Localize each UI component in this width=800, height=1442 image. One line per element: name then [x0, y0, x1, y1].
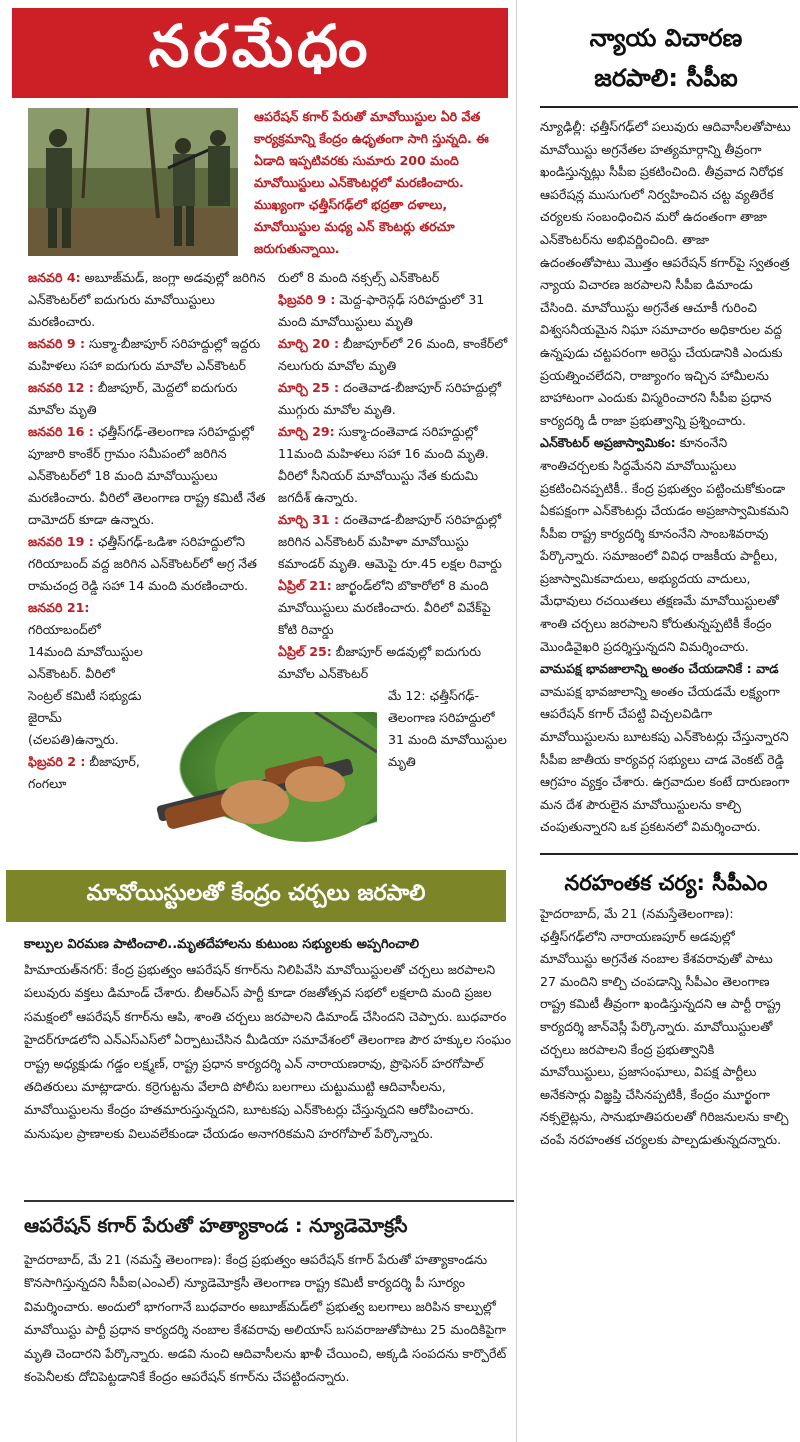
timeline-entry: రులో 8 మంది నక్సల్స్ ఎన్‌కౌంటర్: [278, 270, 440, 285]
timeline-entry: జనవరి 12 : బీజాపూర్‌, మెద్దలో ఐదుగురు మావోల మృతి: [28, 380, 238, 417]
timeline-entry: ఫిబ్రవరి 9 : మెద్ద-ఫారెస్గఢ్ సరిహద్దులో 31 మంది మావోయిస్టులు మృతి: [278, 292, 485, 329]
soldiers-photo: [28, 108, 238, 256]
cpm-headline: నరహంతక చర్య: సీపీఎం: [564, 871, 768, 895]
cpi-paragraph: వామపక్ష భావజాలాన్ని అంతం చేయడమే లక్ష్యంగా ఆపరేషన్ కగార్ చేపట్టి విచ్చలవిడిగా మావోయిస్టులను బూటకపు ఎన్‌కౌంటర్లు చేస్తున్నారని సీపీఐ జాతీయ కార్యవర్గ సభ్యులు చాడ వెంకట్ రెడ్డి ఆగ్రహం వ్యక్తం చేశారు. ఉగ్రవాదుల కంటే దారుణంగా మన దేశ పౌరులైన మావోయిస్టులను కాల్చి చంపుతున్నారని ఒక ప్రకటనలో విమర్శించారు.: [540, 683, 790, 835]
timeline-entry: మార్చి 20 : బీజాపూర్‌లో 26 మంది, కాంకేర్‌లో నలుగురు మావోల మృతి: [278, 336, 508, 373]
timeline-entry: జనవరి 21: గరియాబంద్‌లో 14మంది మావోయిస్టుల ఎన్‌కౌంటర్. వీరిలో సెంట్రల్ కమిటీ సభ్యుడు జైరామ్ (చలపతి)ఉన్నారు.: [28, 600, 143, 747]
newdemocracy-story-body: హైదరాబాద్, మే 21 (నమస్తే తెలంగాణ): కేంద్ర ప్రభుత్వం ఆపరేషన్ కగార్ పేరుతో హత్యాకాండను కొనసాగిస్తున్నదని సీపీఐ(ఎంఎల్) న్యూడెమోక్రసీ తెలంగాణ రాష్ట్ర కమిటీ కార్యదర్శి పీ సూర్యం విమర్శించారు. అందులో భాగంగానే బుధవారం అబూజ్‌మడ్‌లో ప్రభుత్వ బలగాలు జరిపిన కాల్పుల్లో మావోయిస్టు పార్టీ ప్రధాన కార్యదర్శి నంబాల కేశవరావు అలియాస్ బసవరాజుతోపాటు 25 మందికిపైగా మృతి చెందారని పేర్కొన్నారు. అడవి నుంచి ఆదివాసీలను ఖాళీ చేయించి, అక్కడి సంపదను కార్పొరేట్ కంపెనీలకు దోచిపెట్టడానికే కేంద్రం ఆపరేషన్ కగార్‌ను చేపట్టిందన్నారు.: [24, 1252, 507, 1385]
timeline-entry: ఏప్రిల్ 21: జార్ఖండ్‌లోని బొకారోలో 8 మంది మావోయిస్టులు మరణించారు. వీరిలో వివేక్‌పై కోటి రివార్డు: [278, 578, 491, 637]
main-story-banner: నరమేధం: [12, 8, 508, 98]
timeline-entry: జనవరి 16 : ఛత్తీస్‌గఢ్-తెలంగాణ సరిహద్దుల్లో పూజారి కాంకేర్ గ్రామం సమీపంలో జరిగిన ఎన్‌కౌంటర్‌లో 18 మంది మావోయిస్టులు మరణించారు. వీరిలో తెలంగాణ రాష్ట్ర కమిటీ నేత దామోదర్ కూడా ఉన్నారు.: [28, 424, 266, 527]
newdemocracy-headline: ఆపరేషన్ కగార్ పేరుతో హత్యాకాండ : న్యూడెమోక్రసీ: [24, 1215, 408, 1237]
timeline-entry: జనవరి 19 : ఛత్తీస్‌గఢ్-ఒడిశా సరిహద్దులోని గరియాబంద్ వద్ద జరిగిన ఎన్‌కౌంటర్‌లో అగ్ర నేత రామచంద్ర రెడ్డి సహా 14 మంది మరణించారు.: [28, 534, 257, 593]
timeline-entry: జనవరి 4: అబూజ్‌మడ్‌, జంగ్లా అడవుల్లో జరిగిన ఎన్‌కౌంటర్‌లో ఐదుగురు మావోయిస్టులు మరణించారు.: [28, 270, 266, 329]
headline-rule: [540, 106, 798, 108]
cpm-paragraph: హైదరాబాద్, మే 21 (నమస్తేతెలంగాణ): ఛత్తీస్‌గఢ్‌లోని నారాయణపూర్ అడవుల్లో మావోయిస్టు అగ్రనేత నంబాల కేశవరావుతో పాటు 27 మందిని కాల్చి చంపడాన్ని సీపీఎం తెలంగాణ రాష్ట్ర కమిటీ తీవ్రంగా ఖండిస్తున్నదని ఆ పార్టీ రాష్ట్ర కార్యదర్శి జాన్‌వెస్లీ పేర్కొన్నారు. మావోయిస్టులతో చర్చలు జరపాలని కేంద్ర ప్రభుత్వానికి మావోయిస్టులు, ప్రజాసంఘాలు, విపక్ష పార్టీలు అనేకసార్లు విజ్ఞప్తి చేసినప్పటికీ, కేంద్రం మూర్ఖంగా నక్సలైట్లను, సానుభూతిపరులతో గిరిజనులను కాల్చి చంపే నరహంతక చర్యలకు పాల్పడుతున్నదన్నారు.: [540, 906, 789, 1147]
timeline-entry: మార్చి 25 : దంతెవాడ-బీజాపూర్ సరిహద్దుల్లో ముగ్గురు మావోల మృతి.: [278, 380, 502, 417]
timeline-column-b: [278, 267, 508, 773]
timeline-entry: జనవరి 9 : సుక్మా-బీజాపూర్ సరిహద్దుల్లో ఇద్దరు మహిళలు సహా ఐదుగురు మావోల ఎన్‌కౌంటర్: [28, 336, 261, 373]
cpi-subhead: ఎన్‌కౌంటర్ అప్రజాస్వామికం:: [540, 435, 676, 451]
cpm-story-body: [532, 903, 792, 1152]
cpi-subhead: వామపక్ష భావజాలాన్ని అంతం చేయడానికే : వాడ: [540, 661, 779, 677]
right-column: [532, 0, 800, 1152]
talks-story-body: హిమాయత్‌నగర్: కేంద్ర ప్రభుత్వం ఆపరేషన్ కగార్‌ను నిలిపివేసి మావోయిస్టులతో చర్చలు జరపాలని పలువురు వక్తలు డిమాండ్ చేశారు. బీఆర్‌ఎస్ పార్టీ కూడా రజతోత్సవ సభలో లక్షలాది మంది ప్రజల సమక్షంలో ఆపరేషన్ కగార్‌ను ఆపి, శాంతి చర్చలు జరపాలని డిమాండ్ చేసిందని చెప్పారు. బుధవారం హైదర్‌గూడలోని ఎన్‌ఎస్‌ఎస్‌లో ఏర్పాటుచేసిన మీడియా సమావేశంలో తెలంగాణ పౌర హక్కుల సంఘం రాష్ట్ర అధ్యక్షుడు గడ్డం లక్ష్మణ్, రాష్ట్ర ప్రధాన కార్యదర్శి ఎన్ నారాయణరావు, ప్రొఫెసర్ హరగోపాల్ తదితరులు మాట్లాడారు. కర్రెగుట్టను వేలాది పోలీసు బలగాలు చుట్టుముట్టి ఆదివాసీలను, మావోయిస్టులను కేంద్రం హతమారుస్తున్నదని, బూటకపు ఎన్‌కౌంటర్లు చేస్తున్నదని ఆరోపించారు. మనుషుల ప్రాణాలకు విలువలేకుండా చేయడం అనాగరికమని హరగోపాల్ పేర్కొన్నారు.: [24, 962, 512, 1141]
talks-banner: మావోయిస్టులతో కేంద్రం చర్చలు జరపాలి: [6, 870, 506, 922]
cpi-headline-line1: న్యాయ విచారణ: [589, 24, 743, 52]
section-rule: [540, 853, 798, 855]
main-story: [0, 0, 516, 855]
rifle-photo: [145, 712, 377, 850]
column-divider: [516, 0, 517, 1442]
timeline-entry: ఏప్రిల్ 25: బీజాపూర్ అడవుల్లో ఐదుగురు మావోల ఎన్‌కౌంటర్: [278, 644, 482, 681]
timeline-entry: మార్చి 31 : దంతెవాడ-బీజాపూర్ సరిహద్దుల్లో జరిగిన ఎన్‌కౌంటర్ మహిళా మావోయిస్టు కమాండర్ మృతి. ఆమెపై రూ.45 లక్షల రివార్డు: [278, 512, 502, 571]
section-rule: [24, 1200, 514, 1202]
main-story-intro: ఆపరేషన్ కగార్ పేరుతో మావోయిస్టుల ఏరి వేత కార్యక్రమాన్ని కేంద్రం ఉధృతంగా సాగి స్తున్నది. ఈ ఏడాది ఇప్పటివరకు సుమారు 200 మంది మావోయిస్టులు ఎన్‌కౌంటర్లలో మరణించారు. ముఖ్యంగా ఛత్తీస్‌గఢ్‌లో భద్రతా దళాలు, మావోయిస్టుల మధ్య ఎన్ కౌంటర్లు తరచూ జరుగుతున్నాయి.: [254, 109, 489, 256]
timeline-entry: ఫిబ్రవరి 2 : బీజాపూర్‌, గంగలూ: [28, 754, 140, 791]
timeline-entry: మార్చి 29: సుక్మా-దంతెవాడ సరిహద్దుల్లో 11మంది మహిళలు సహా 16 మంది మృతి. వీరిలో సీనియర్ మావోయిస్టు నేత కుదుమి జగదీశ్ ఉన్నారు.: [278, 424, 489, 505]
cpi-story-body: [532, 116, 792, 839]
cpi-paragraph: న్యూఢిల్లీ: ఛత్తీస్‌గఢ్‌లో పలువురు ఆదివాసీలతోపాటు మావోయిస్టు అగ్రనేతల హత్యమార్గాన్ని తీవ్రంగా ఖండిస్తున్నట్లు సీపీఐ ప్రకటించింది. తీవ్రవాద నిరోధక ఆపరేషన్ల ముసుగులో నిర్వహించిన చట్ట వ్యతిరేక చర్యలకు సంబంధించిన మరో ఉదంతంగా తాజా ఎన్‌కౌంటర్‌ను అభివర్ణించింది. తాజా ఉదంతంతోపాటు మొత్తం ఆపరేషన్ కగార్‌పై స్వతంత్ర న్యాయ విచారణ జరపాలని సీపీఐ డిమాండు చేసింది. మావోయిస్టు అగ్రనేత ఆచూకీ గురించి విశ్వసనీయమైన నిఘా సమాచారం అధికారుల వద్ద ఉన్నపుడు చట్టపరంగా అరెస్టు చేయడానికి ఎందుకు ప్రయత్నించలేదని, రాజ్యాంగం ఇచ్చిన హామీలను బాహాటంగా ఎందుకు విస్మరించారని సీపీఐ ప్రధాన కార్యదర్శి డీ రాజా ప్రభుత్వాన్ని ప్రశ్నించారు.: [540, 119, 791, 428]
timeline-entry: మే 12: ఛత్తీస్‌గఢ్-తెలంగాణ సరిహద్దులో 31 మంది మావోయిస్టుల మృతి: [388, 688, 507, 769]
cpi-headline-line2: జరపాలి: సీపీఐ: [594, 64, 738, 92]
cpi-paragraph: ఎన్‌కౌంటర్ అప్రజాస్వామికం: కూనంనేని శాంతిచర్చలకు సిద్ధమేనని మావోయిస్టులు ప్రకటించినప్పటికీ.. కేంద్ర ప్రభుత్వం పట్టించుకోకుండా ఏకపక్షంగా ఎన్‌కౌంటర్లు చేయడం అప్రజాస్వామికమని సీపీఐ రాష్ట్ర కార్యదర్శి కూనంనేని సాంబశివరావు పేర్కొన్నారు. సమాజంలో వివిధ రాజకీయ పార్టీలు, ప్రజాస్వామికవాదులు, అభ్యుదయ వాదులు, మేధావులు రచయితలు తక్షణమే మావోయిస్టులతో శాంతి చర్చలు జరపాలని కోరుతున్నప్పటికీ కేంద్రం మొండివైఖరి ప్రదర్శిస్తున్నదని విమర్శించారు.: [540, 435, 789, 654]
talks-subhead: కాల్పుల విరమణ పాటించాలి..మృతదేహాలను కుటుంబ సభ్యులకు అప్పగించాలి: [24, 937, 419, 952]
